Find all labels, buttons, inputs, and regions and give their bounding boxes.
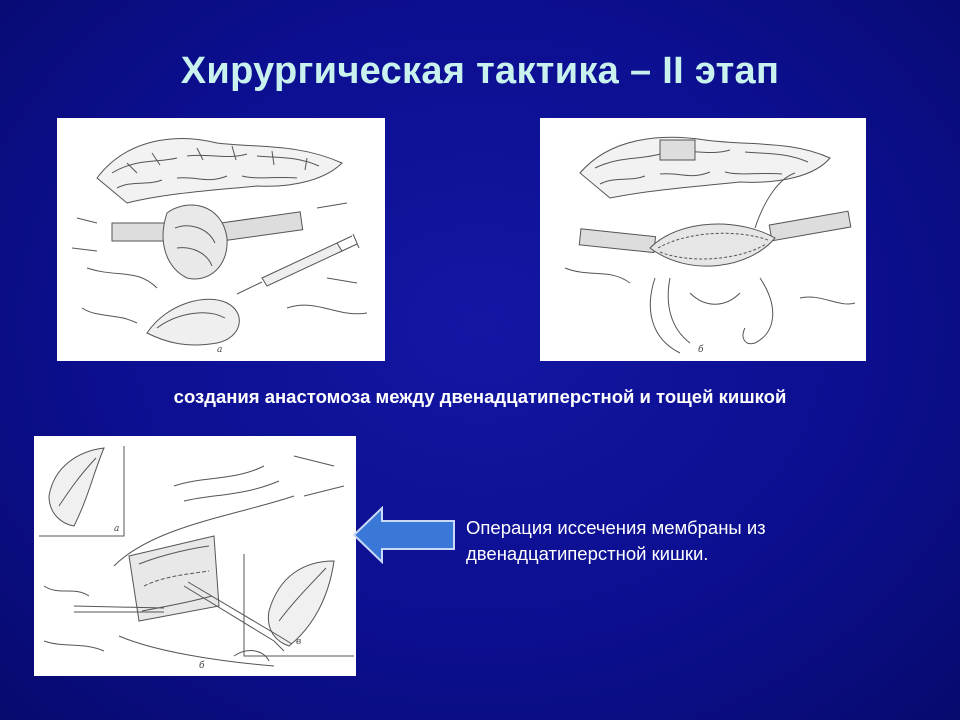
membrane-excision-text [466,515,886,567]
figure-label-a-inset: а [114,524,120,534]
anastomosis-caption: создания анастомоза между двенадцатиперстной и тощей кишкой [173,386,787,407]
membrane-excision-illustration [34,436,356,676]
figure-label-c-inset: в [296,637,302,647]
slide-title: Хирургическая тактика – II этап [180,50,780,92]
figure-label-a: а [217,345,223,355]
figure-label-b: б [698,345,704,355]
surgical-drawing-a [57,118,385,361]
figure-label-b-main: б [199,661,205,671]
membrane-excision-text-line2: двенадцатиперстной кишки. [466,543,709,564]
membrane-excision-text-line1: Операция иссечения мембраны из [466,517,766,538]
left-arrow-icon [352,506,456,564]
membrane-excision-drawing [34,436,356,676]
surgical-illustration-a [57,118,385,361]
surgical-illustration-b [540,118,866,361]
surgical-drawing-b [540,118,866,361]
